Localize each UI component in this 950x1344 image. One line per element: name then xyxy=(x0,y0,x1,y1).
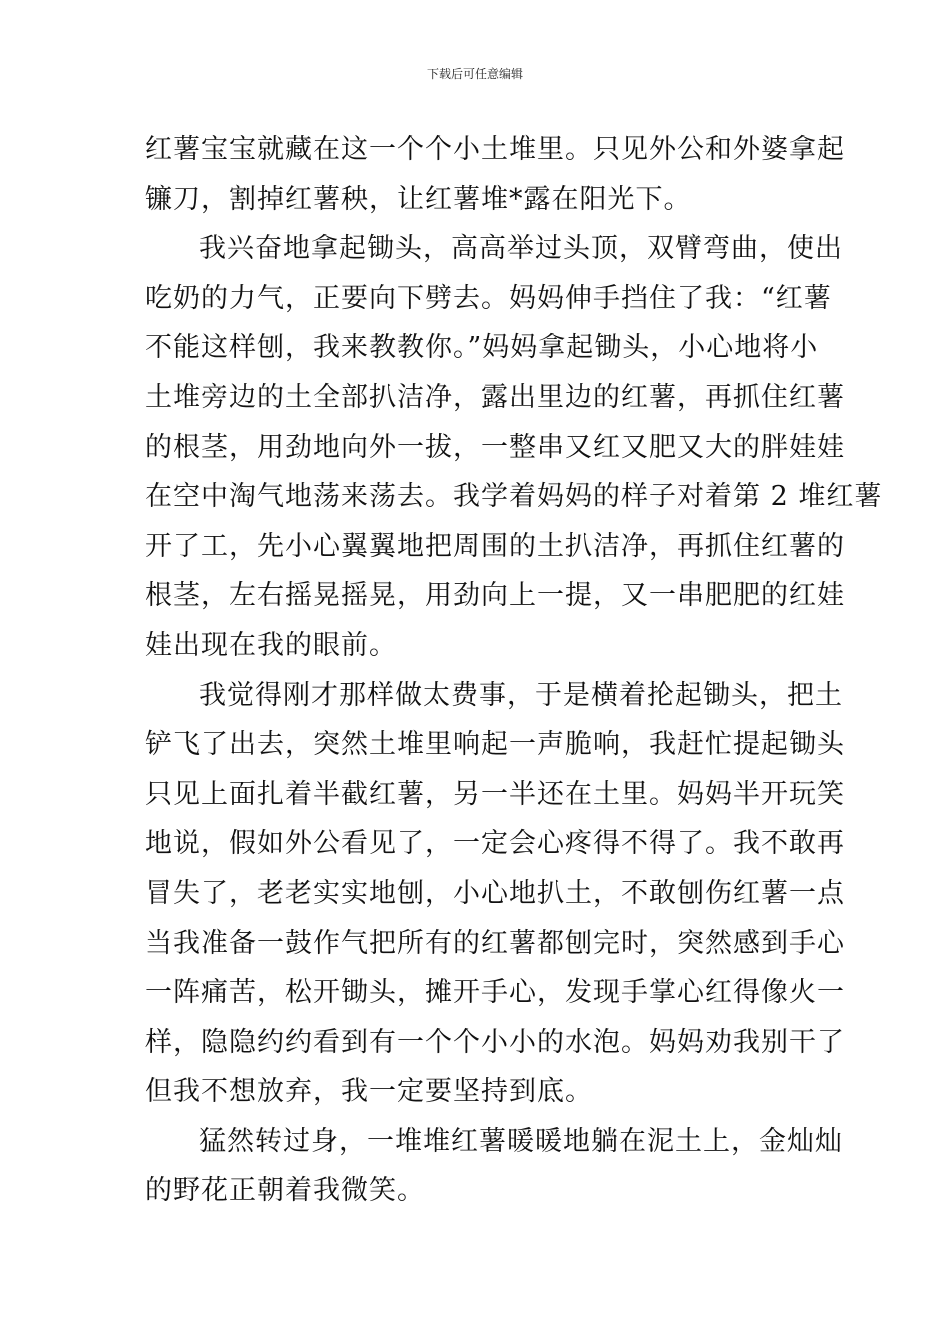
paragraph-1 xyxy=(145,125,845,224)
text-line: 的野花正朝着我微笑。 xyxy=(145,1175,425,1207)
paragraph-2 xyxy=(145,224,883,670)
text-line: 不能这样刨，我来教教你。”妈妈拿起锄头，小心地将小 xyxy=(145,332,819,364)
document-body xyxy=(145,125,883,1216)
page-header-note: 下载后可任意编辑 xyxy=(426,67,523,81)
text-line: 娃出现在我的眼前。 xyxy=(145,629,397,661)
text-line: 开了工，先小心翼翼地把周围的土扒洁净，再抓住红薯的 xyxy=(145,530,845,562)
paragraph-4 xyxy=(145,1117,843,1216)
text-line: 样，隐隐约约看到有一个个小小的水泡。妈妈劝我别干了 xyxy=(145,1026,845,1058)
text-line: 吃奶的力气，正要向下劈去。妈妈伸手挡住了我：“红薯 xyxy=(145,282,832,314)
text-line: 我觉得刚才那样做太费事，于是横着抡起锄头，把土 xyxy=(199,679,843,711)
text-line: 一阵痛苦，松开锄头，摊开手心，发现手掌心红得像火一 xyxy=(145,977,845,1009)
text-line: 红薯宝宝就藏在这一个个小土堆里。只见外公和外婆拿起 xyxy=(145,134,845,165)
text-line: 的根茎，用劲地向外一拔，一整串又红又肥又大的胖娃娃 xyxy=(145,431,845,463)
text-line: 我兴奋地拿起锄头，高高举过头顶，双臂弯曲，使出 xyxy=(199,233,843,265)
text-line: 根茎，左右摇晃摇晃，用劲向上一提，又一串肥肥的红娃 xyxy=(145,580,845,612)
text-line: 土堆旁边的土全部扒洁净，露出里边的红薯，再抓住红薯 xyxy=(145,381,845,413)
paragraph-3 xyxy=(145,671,845,1117)
text-line: 当我准备一鼓作气把所有的红薯都刨完时，突然感到手心 xyxy=(145,927,845,959)
text-line: 铲飞了出去，突然土堆里响起一声脆响，我赶忙提起锄头 xyxy=(145,729,845,761)
text-line: 只见上面扎着半截红薯，另一半还在土里。妈妈半开玩笑 xyxy=(145,778,845,810)
text-line: 猛然转过身，一堆堆红薯暖暖地躺在泥土上，金灿灿 xyxy=(199,1125,843,1157)
text-line: 地说，假如外公看见了，一定会心疼得不得了。我不敢再 xyxy=(145,828,845,860)
text-line: 但我不想放弃，我一定要坚持到底。 xyxy=(145,1076,593,1108)
text-line: 冒失了，老老实实地刨，小心地扒土，不敢刨伤红薯一点 xyxy=(145,877,845,909)
text-line: 镰刀，割掉红薯秧，让红薯堆*露在阳光下。 xyxy=(145,183,692,215)
text-line: 在空中淘气地荡来荡去。我学着妈妈的样子对着第 2 堆红薯 xyxy=(145,481,883,513)
